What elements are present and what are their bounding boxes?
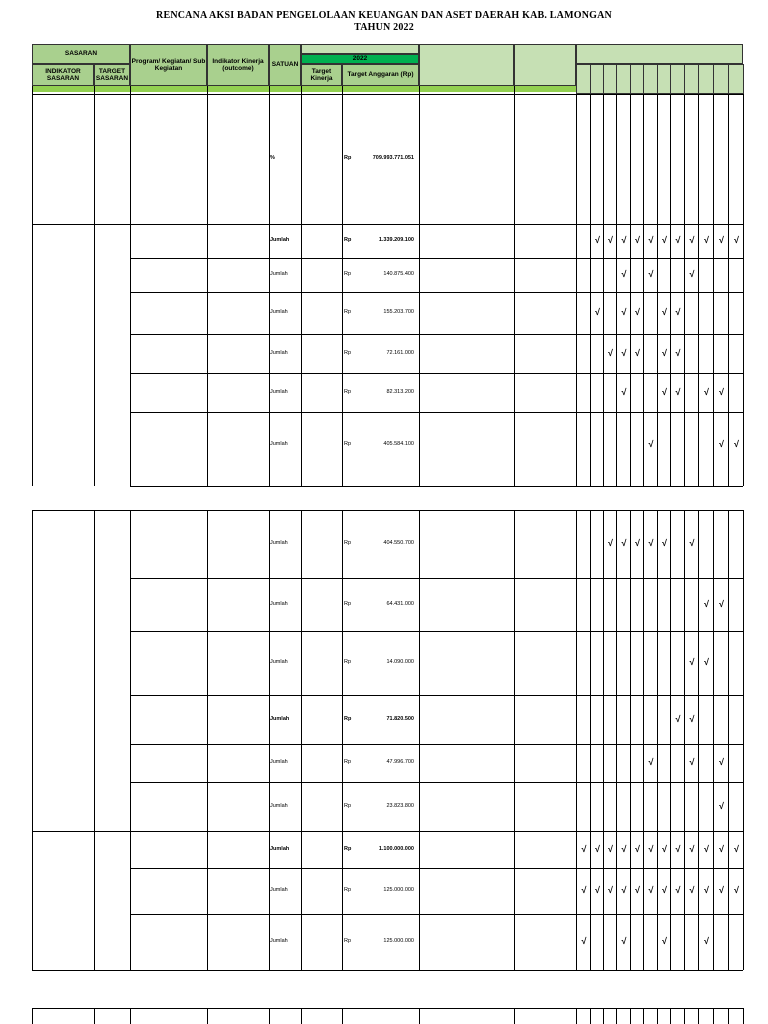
grid-hline xyxy=(130,258,743,259)
grid-hline xyxy=(130,695,743,696)
grid-vline xyxy=(728,94,729,486)
rp-label: Rp xyxy=(344,938,352,944)
grid-vline xyxy=(94,86,95,486)
header-month-cell xyxy=(713,64,729,94)
check-mark: √ xyxy=(719,843,724,854)
grid-vline xyxy=(643,510,644,970)
check-mark: √ xyxy=(704,598,709,609)
title-line-1: RENCANA AKSI BADAN PENGELOLAAN KEUANGAN DAN ASET DAERAH KAB. LAMONGAN xyxy=(156,10,612,21)
check-mark: √ xyxy=(662,538,667,548)
grid-hline xyxy=(130,292,743,293)
grid-vline xyxy=(616,1008,617,1024)
grid-vline xyxy=(743,94,744,486)
check-mark: √ xyxy=(675,235,681,245)
check-mark: √ xyxy=(635,307,640,317)
grid-hline xyxy=(32,970,743,971)
header-indikator-sasaran: INDIKATOR SASARAN xyxy=(32,64,94,86)
grid-vline xyxy=(713,94,714,486)
grid-vline xyxy=(207,510,208,970)
grid-vline xyxy=(670,94,671,486)
check-mark: √ xyxy=(689,843,695,854)
header-blank-2 xyxy=(514,44,576,86)
check-mark: √ xyxy=(689,657,695,667)
header-month-cell xyxy=(670,64,685,94)
grid-vline xyxy=(269,510,270,970)
grid-hline xyxy=(130,914,743,915)
check-mark: √ xyxy=(704,657,709,667)
target-anggaran-value: 125.000.000 xyxy=(383,887,414,893)
grid-vline xyxy=(743,1008,744,1024)
header-year: 2022 xyxy=(301,54,419,64)
grid-vline xyxy=(698,510,699,970)
grid-vline xyxy=(32,510,33,970)
satuan-cell: Jumlah xyxy=(270,600,288,607)
check-mark: √ xyxy=(608,843,613,854)
header-month-cell xyxy=(728,64,744,94)
rp-label: Rp xyxy=(344,802,352,809)
satuan-cell: Jumlah xyxy=(270,540,288,546)
target-anggaran-value: 64.431.000 xyxy=(386,600,414,607)
grid-vline xyxy=(657,94,658,486)
header-month-cell xyxy=(657,64,671,94)
check-mark: √ xyxy=(675,713,681,724)
grid-hline xyxy=(130,578,743,579)
check-mark: √ xyxy=(704,843,709,854)
grid-vline xyxy=(657,1008,658,1024)
check-mark: √ xyxy=(662,843,667,854)
check-mark: √ xyxy=(734,885,739,895)
grid-vline xyxy=(590,94,591,486)
check-mark: √ xyxy=(621,235,627,245)
header-month-cell xyxy=(630,64,644,94)
check-mark: √ xyxy=(689,757,695,767)
grid-vline xyxy=(603,94,604,486)
check-mark: √ xyxy=(734,439,739,449)
check-mark: √ xyxy=(608,347,613,358)
rp-label: Rp xyxy=(344,349,352,356)
satuan-cell: Jumlah xyxy=(270,388,288,395)
header-satuan: SATUAN xyxy=(269,44,301,86)
target-anggaran-value: 404.550.700 xyxy=(383,540,414,546)
grid-vline xyxy=(514,1008,515,1024)
grid-vline xyxy=(616,510,617,970)
check-mark: √ xyxy=(595,843,600,854)
grid-vline xyxy=(419,510,420,970)
grid-vline xyxy=(514,510,515,970)
check-mark: √ xyxy=(608,235,613,245)
header-month-cell xyxy=(698,64,714,94)
rp-label: Rp xyxy=(344,309,352,315)
header-target-anggaran: Target Anggaran (Rp) xyxy=(342,64,419,86)
grid-vline xyxy=(630,1008,631,1024)
grid-vline xyxy=(684,510,685,970)
header-target-sasaran: TARGET SASARAN xyxy=(94,64,130,86)
grid-vline xyxy=(301,510,302,970)
grid-vline xyxy=(590,1008,591,1024)
grid-vline xyxy=(684,94,685,486)
check-mark: √ xyxy=(675,347,681,358)
satuan-cell: Jumlah xyxy=(270,715,290,722)
rp-label: Rp xyxy=(344,155,352,161)
rp-label: Rp xyxy=(344,845,352,852)
satuan-cell: Jumlah xyxy=(270,845,290,852)
grid-hline xyxy=(130,334,743,335)
header-month-cell xyxy=(576,64,591,94)
satuan-cell: Jumlah xyxy=(270,271,288,277)
header-blank-top xyxy=(301,44,419,54)
grid-vline xyxy=(728,510,729,970)
check-mark: √ xyxy=(719,757,724,767)
check-mark: √ xyxy=(621,538,627,548)
grid-vline xyxy=(616,94,617,486)
satuan-cell: Jumlah xyxy=(270,441,288,447)
check-mark: √ xyxy=(734,843,739,854)
grid-vline xyxy=(684,1008,685,1024)
check-mark: √ xyxy=(675,843,681,854)
grid-vline xyxy=(207,86,208,486)
check-mark: √ xyxy=(662,347,667,358)
check-mark: √ xyxy=(662,936,667,946)
grid-vline xyxy=(130,1008,131,1024)
grid-hline xyxy=(32,510,743,511)
rp-label: Rp xyxy=(344,659,352,665)
grid-vline xyxy=(728,1008,729,1024)
grid-vline xyxy=(419,86,420,486)
check-mark: √ xyxy=(675,885,681,895)
satuan-cell: Jumlah xyxy=(270,309,288,315)
target-anggaran-value: 72.161.000 xyxy=(386,349,414,356)
check-mark: √ xyxy=(595,235,600,245)
header-indikator-kinerja: Indikator Kinerja (outcome) xyxy=(207,44,269,86)
check-mark: √ xyxy=(621,269,627,279)
check-mark: √ xyxy=(648,757,654,767)
check-mark: √ xyxy=(689,885,695,895)
check-mark: √ xyxy=(581,885,587,895)
grid-vline xyxy=(670,1008,671,1024)
check-mark: √ xyxy=(635,843,640,854)
grid-vline xyxy=(342,510,343,970)
grid-vline xyxy=(698,1008,699,1024)
check-mark: √ xyxy=(635,538,640,548)
header-month-cell xyxy=(590,64,604,94)
satuan-cell: Jumlah xyxy=(270,659,288,665)
grid-vline xyxy=(342,1008,343,1024)
grid-hline xyxy=(130,412,743,413)
grid-vline xyxy=(576,94,577,486)
grid-hline xyxy=(130,744,743,745)
check-mark: √ xyxy=(595,885,600,895)
header-month-group xyxy=(576,44,743,64)
grid-vline xyxy=(590,510,591,970)
target-anggaran-value: 140.875.400 xyxy=(383,271,414,277)
grid-vline xyxy=(713,510,714,970)
target-anggaran-value: 14.090.000 xyxy=(386,659,414,665)
check-mark: √ xyxy=(621,307,627,317)
check-mark: √ xyxy=(675,307,681,317)
check-mark: √ xyxy=(648,439,654,449)
grid-vline xyxy=(419,1008,420,1024)
grid-vline xyxy=(630,510,631,970)
check-mark: √ xyxy=(648,885,654,895)
check-mark: √ xyxy=(621,347,627,358)
satuan-cell: Jumlah xyxy=(270,237,290,243)
rp-label: Rp xyxy=(344,715,352,722)
check-mark: √ xyxy=(719,235,724,245)
satuan-cell: % xyxy=(270,155,275,161)
check-mark: √ xyxy=(621,386,627,397)
grid-vline xyxy=(603,510,604,970)
grid-vline xyxy=(32,86,33,486)
target-anggaran-value: 1.339.209.100 xyxy=(378,237,414,243)
grid-vline xyxy=(643,94,644,486)
check-mark: √ xyxy=(689,269,695,279)
check-mark: √ xyxy=(662,235,667,245)
rp-label: Rp xyxy=(344,441,352,447)
check-mark: √ xyxy=(635,235,640,245)
check-mark: √ xyxy=(648,235,654,245)
target-anggaran-value: 47.996.700 xyxy=(386,759,414,765)
target-anggaran-value: 82.313.200 xyxy=(386,388,414,395)
grid-vline xyxy=(713,1008,714,1024)
grid-vline xyxy=(269,86,270,486)
grid-vline xyxy=(130,510,131,970)
check-mark: √ xyxy=(621,843,627,854)
check-mark: √ xyxy=(662,386,667,397)
target-anggaran-value: 23.823.800 xyxy=(386,802,414,809)
check-mark: √ xyxy=(675,386,681,397)
satuan-cell: Jumlah xyxy=(270,349,288,356)
check-mark: √ xyxy=(608,538,613,548)
satuan-cell: Jumlah xyxy=(270,759,288,765)
check-mark: √ xyxy=(689,538,695,548)
check-mark: √ xyxy=(581,843,587,854)
grid-vline xyxy=(698,94,699,486)
check-mark: √ xyxy=(635,347,640,358)
target-anggaran-value: 155.203.700 xyxy=(383,309,414,315)
target-anggaran-value: 125.000.000 xyxy=(383,938,414,944)
grid-vline xyxy=(301,86,302,486)
target-anggaran-value: 71.820.500 xyxy=(386,715,414,722)
rp-label: Rp xyxy=(344,271,352,277)
rp-label: Rp xyxy=(344,388,352,395)
grid-vline xyxy=(576,1008,577,1024)
rp-label: Rp xyxy=(344,237,352,243)
check-mark: √ xyxy=(662,885,667,895)
check-mark: √ xyxy=(719,439,724,449)
grid-vline xyxy=(670,510,671,970)
check-mark: √ xyxy=(704,235,709,245)
check-mark: √ xyxy=(689,713,695,724)
title-line-2: TAHUN 2022 xyxy=(354,22,414,33)
grid-hline xyxy=(32,831,743,832)
header-month-cell xyxy=(616,64,631,94)
target-anggaran-value: 405.584.100 xyxy=(383,441,414,447)
header-blank-1 xyxy=(419,44,514,86)
grid-vline xyxy=(94,510,95,970)
header-month-cell xyxy=(684,64,699,94)
check-mark: √ xyxy=(648,269,654,279)
satuan-cell: Jumlah xyxy=(270,938,288,944)
grid-vline xyxy=(643,1008,644,1024)
check-mark: √ xyxy=(719,598,724,609)
check-mark: √ xyxy=(595,307,600,317)
grid-vline xyxy=(207,1008,208,1024)
grid-vline xyxy=(657,510,658,970)
satuan-cell: Jumlah xyxy=(270,802,288,809)
check-mark: √ xyxy=(704,885,709,895)
check-mark: √ xyxy=(635,885,640,895)
grid-hline xyxy=(130,631,743,632)
grid-vline xyxy=(603,1008,604,1024)
grid-hline xyxy=(130,373,743,374)
header-month-cell xyxy=(643,64,658,94)
grid-vline xyxy=(301,1008,302,1024)
header-target-kinerja: Target Kinerja xyxy=(301,64,342,86)
check-mark: √ xyxy=(704,386,709,397)
grid-vline xyxy=(32,1008,33,1024)
check-mark: √ xyxy=(719,386,724,397)
grid-hline xyxy=(130,486,743,487)
check-mark: √ xyxy=(734,235,739,245)
check-mark: √ xyxy=(689,235,695,245)
target-anggaran-value: 709.993.771.051 xyxy=(372,155,414,161)
check-mark: √ xyxy=(581,936,587,946)
check-mark: √ xyxy=(621,885,627,895)
rp-label: Rp xyxy=(344,540,352,546)
grid-vline xyxy=(94,1008,95,1024)
check-mark: √ xyxy=(662,307,667,317)
rp-label: Rp xyxy=(344,759,352,765)
rp-label: Rp xyxy=(344,600,352,607)
grid-vline xyxy=(630,94,631,486)
check-mark: √ xyxy=(608,885,613,895)
grid-vline xyxy=(514,86,515,486)
check-mark: √ xyxy=(648,843,654,854)
grid-hline xyxy=(130,868,743,869)
grid-vline xyxy=(342,86,343,486)
grid-vline xyxy=(743,510,744,970)
header-program: Program/ Kegiatan/ Sub Kegiatan xyxy=(130,44,207,86)
check-mark: √ xyxy=(719,885,724,895)
grid-vline xyxy=(576,510,577,970)
grid-hline xyxy=(32,1008,743,1009)
check-mark: √ xyxy=(704,936,709,946)
check-mark: √ xyxy=(648,538,654,548)
target-anggaran-value: 1.100.000.000 xyxy=(378,845,414,852)
grid-hline xyxy=(32,94,743,95)
check-mark: √ xyxy=(621,936,627,946)
grid-hline xyxy=(130,782,743,783)
check-mark: √ xyxy=(719,800,724,811)
grid-hline xyxy=(32,224,743,225)
rp-label: Rp xyxy=(344,887,352,893)
grid-vline xyxy=(130,86,131,486)
header-sasaran: SASARAN xyxy=(32,44,130,64)
grid-vline xyxy=(269,1008,270,1024)
header-month-cell xyxy=(603,64,617,94)
header-green-band xyxy=(32,86,576,92)
satuan-cell: Jumlah xyxy=(270,887,288,893)
